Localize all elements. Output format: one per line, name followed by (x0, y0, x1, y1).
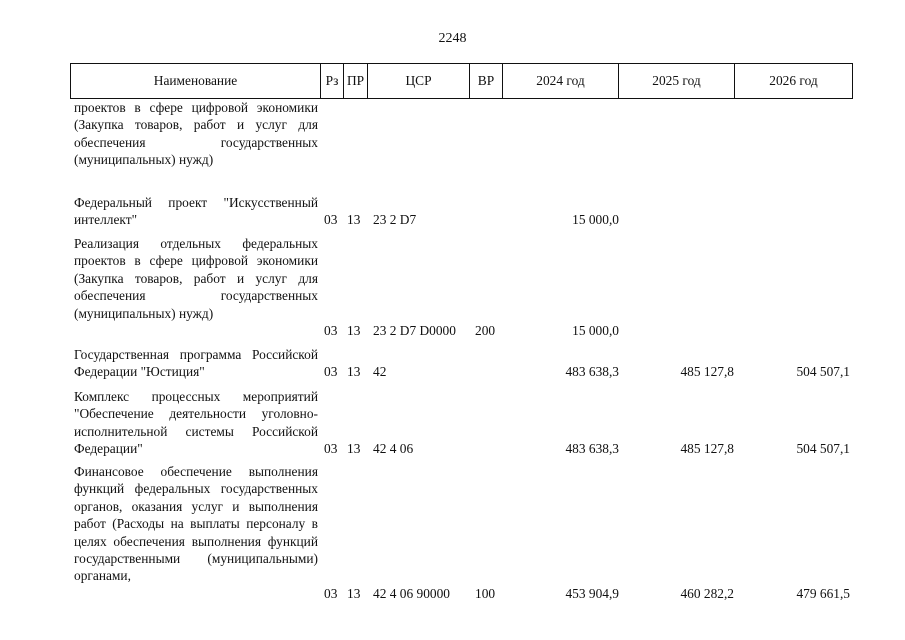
header-2026: 2026 год (735, 64, 853, 99)
row-name: Реализация отдельных федеральных проектов в сфере цифровой экономики (Закупка товаров, работ и услуг для обеспечения государственных (муниципальных) нужд) (74, 236, 318, 321)
row-2024: 453 904,9 (565, 585, 619, 601)
row-2026: 504 507,1 (796, 441, 850, 457)
header-2024: 2024 год (503, 64, 619, 99)
row-rz: 03 (324, 364, 338, 380)
row-2024: 15 000,0 (572, 323, 619, 338)
row-2026: 479 661,5 (796, 585, 850, 601)
header-pr: ПР (344, 64, 368, 99)
header-rz: Рз (321, 64, 344, 99)
row-vr: 100 (475, 585, 496, 601)
row-name: Государственная программа Российской Федерации "Юстиция" (74, 347, 318, 380)
row-csr: 23 2 D7 D0000 (373, 323, 456, 338)
row-pr: 13 (347, 441, 361, 457)
row-csr: 42 4 06 90000 (373, 585, 450, 601)
header-2025: 2025 год (619, 64, 735, 99)
header-vr: ВР (470, 64, 503, 99)
header-name: Наименование (71, 64, 321, 99)
row-2026: 504 507,1 (796, 364, 850, 380)
row-name: Финансовое обеспечение выполнения функций федеральных государственных органов, оказания услуг и выполнения работ (Расходы на выплаты персоналу в целях обеспечения выполнения функций государственными (муниципальными) органами, (74, 464, 318, 584)
row-rz: 03 (324, 441, 338, 457)
row-name: Комплекс процессных мероприятий "Обеспечение деятельности уголовно-исполнительной системы Российской Федерации" (74, 389, 318, 457)
row-csr: 23 2 D7 (373, 212, 417, 228)
row-csr: 42 4 06 (373, 441, 414, 457)
column-header-table (70, 63, 853, 99)
row-2024: 483 638,3 (565, 441, 619, 457)
row-2025: 485 127,8 (680, 441, 734, 457)
row-name: Федеральный проект "Искусственный интеллект" (74, 195, 318, 228)
row-vr: 200 (475, 323, 496, 338)
row-rz: 03 (324, 212, 338, 228)
row-2025: 460 282,2 (680, 585, 734, 601)
row-2025: 485 127,8 (680, 364, 734, 380)
row-pr: 13 (347, 323, 361, 338)
row-rz: 03 (324, 585, 338, 601)
row-pr: 13 (347, 364, 361, 380)
row-csr: 42 (373, 364, 387, 380)
page-number: 2248 (438, 31, 467, 46)
row-rz: 03 (324, 323, 338, 338)
row-2024: 15 000,0 (572, 212, 619, 228)
row-pr: 13 (347, 212, 361, 228)
row-pr: 13 (347, 585, 361, 601)
row-2024: 483 638,3 (565, 364, 619, 380)
row-name: проектов в сфере цифровой экономики (Закупка товаров, работ и услуг для обеспечения государственных (муниципальных) нужд) (74, 100, 318, 168)
header-csr: ЦСР (368, 64, 470, 99)
